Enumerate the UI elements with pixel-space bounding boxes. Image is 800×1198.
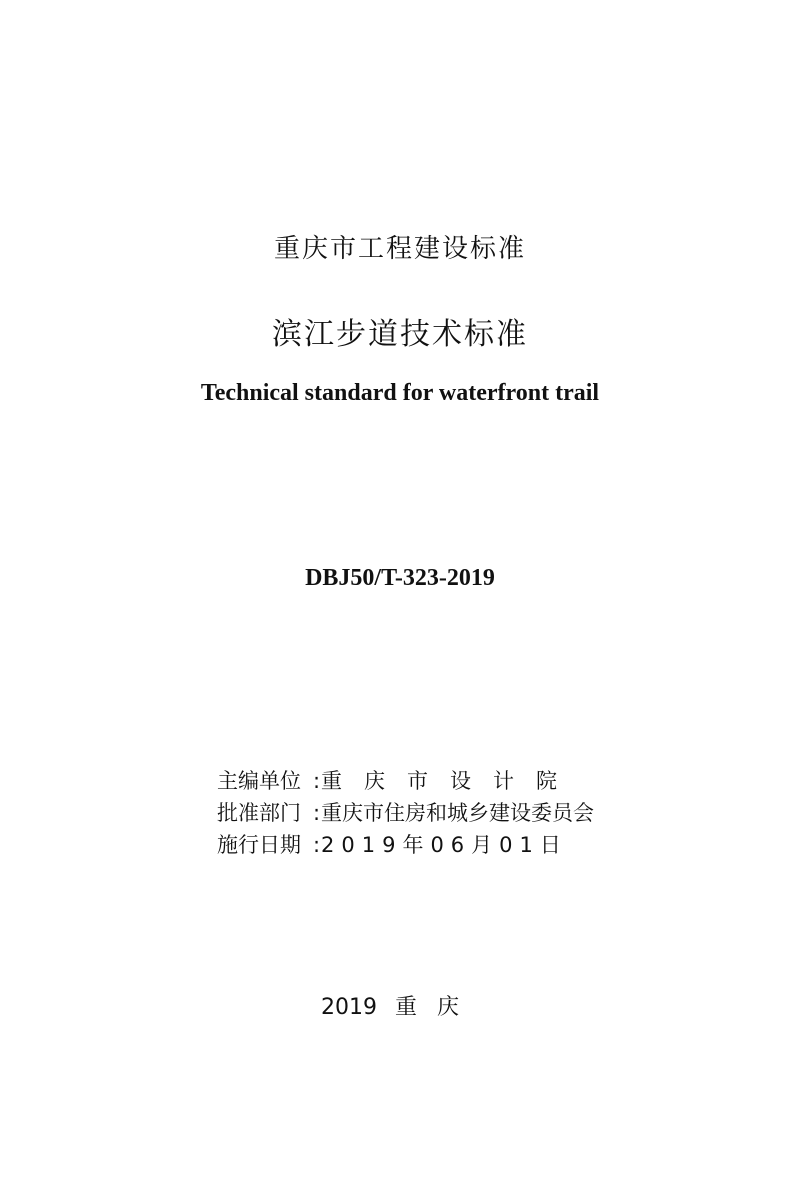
date-row bbox=[217, 829, 597, 861]
imprint bbox=[0, 990, 800, 1021]
imprint-year: 2019 bbox=[320, 995, 377, 1020]
imprint-city: 重庆 bbox=[394, 995, 479, 1020]
main-title: 滨江步道技术标准 bbox=[272, 317, 528, 352]
editor-row bbox=[217, 765, 597, 797]
standard-code: DBJ50/T-323-2019 bbox=[305, 565, 495, 591]
approver-separator: : bbox=[313, 801, 321, 825]
approver-row bbox=[217, 797, 597, 829]
series-title: 重庆市工程建设标准 bbox=[273, 234, 526, 264]
editor-separator: : bbox=[313, 769, 321, 793]
approver-value: 重庆市住房和城乡建设委员会 bbox=[321, 801, 594, 825]
date-value: 2019年06月01日 bbox=[321, 833, 568, 857]
publication-info bbox=[217, 765, 597, 861]
editor-value: 重庆市设计院 bbox=[321, 769, 579, 793]
english-title: Technical standard for waterfront trail bbox=[200, 380, 600, 406]
editor-label: 主编单位 bbox=[217, 769, 301, 793]
approver-label: 批准部门 bbox=[217, 801, 301, 825]
date-separator: : bbox=[313, 833, 321, 857]
date-label: 施行日期 bbox=[217, 833, 301, 857]
